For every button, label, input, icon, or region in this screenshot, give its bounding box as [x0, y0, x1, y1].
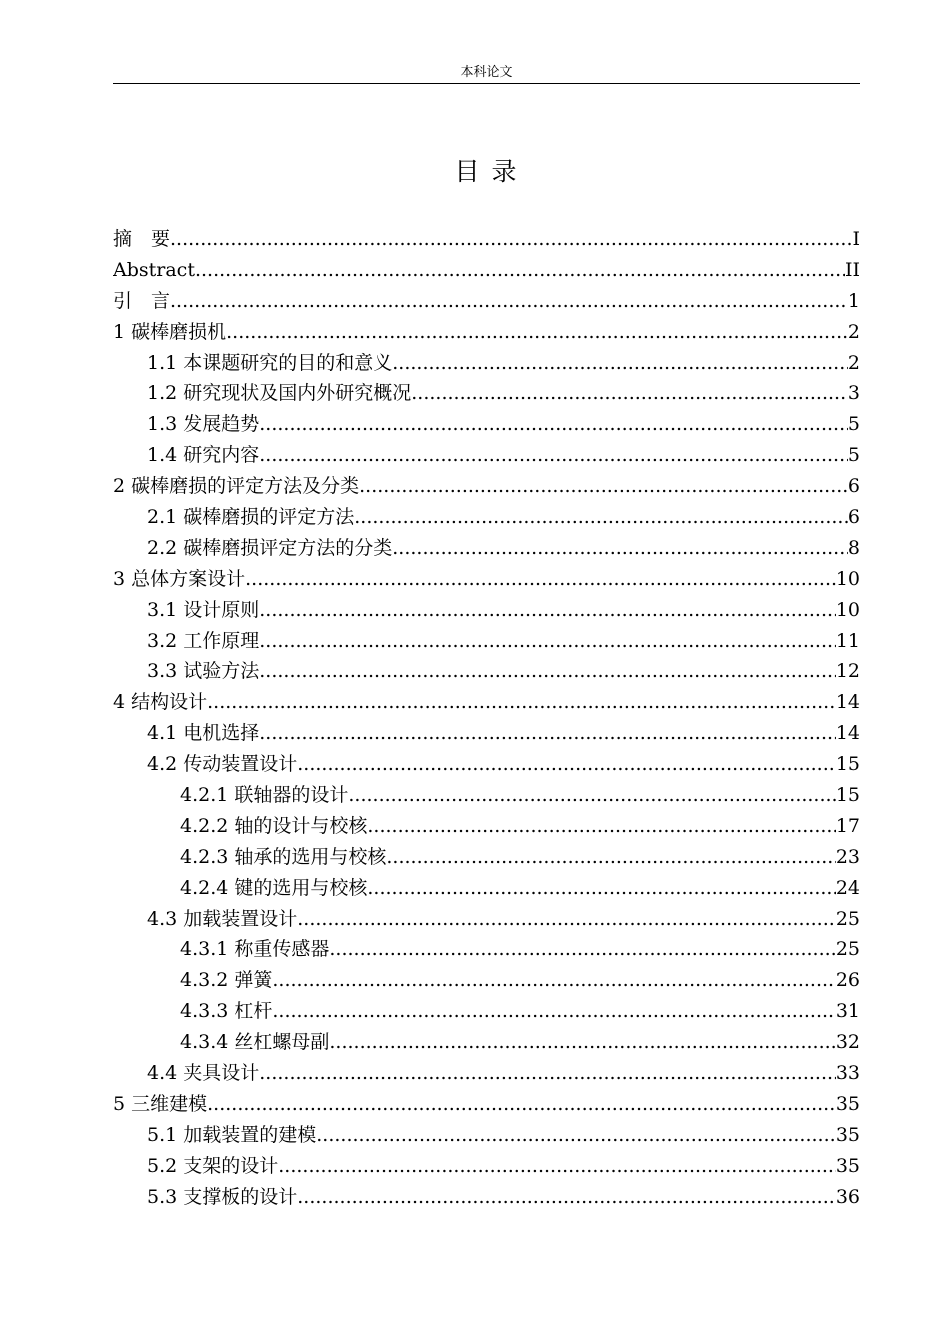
toc-entry[interactable]: [113, 255, 860, 286]
toc-entry-page: 11: [835, 629, 860, 652]
toc-entry-page: 5: [847, 413, 860, 436]
toc-entry-page: 35: [835, 1123, 860, 1146]
toc-leader-dots: [297, 749, 836, 780]
toc-entry-page: 6: [847, 506, 860, 529]
toc-entry-label: Abstract: [113, 258, 195, 281]
toc-leader-dots: [195, 255, 845, 286]
toc-entry-label: 4.2.1 联轴器的设计: [180, 784, 349, 807]
toc-entry-page: 10: [835, 598, 860, 621]
toc-leader-dots: [411, 378, 848, 409]
toc-entry-page: 8: [847, 536, 860, 559]
toc-entry-label: 3.1 设计原则: [147, 598, 260, 621]
toc-leader-dots: [367, 811, 835, 842]
toc-entry[interactable]: [113, 440, 860, 471]
toc-entry-label: 4.2.3 轴承的选用与校核: [180, 845, 387, 868]
toc-leader-dots: [259, 656, 836, 687]
toc-entry-page: 31: [835, 1000, 860, 1023]
toc-entry[interactable]: [113, 842, 860, 873]
toc-entry[interactable]: [113, 564, 860, 595]
toc-entry-label: 4.3.3 杠杆: [180, 1000, 273, 1023]
toc-leader-dots: [245, 564, 836, 595]
table-of-contents: [113, 224, 860, 1213]
toc-entry-page: 15: [835, 784, 860, 807]
toc-entry-page: 10: [835, 567, 860, 590]
toc-entry-label: 4.3.2 弹簧: [180, 969, 273, 992]
toc-entry-label: 2 碳棒磨损的评定方法及分类: [113, 475, 360, 498]
running-header: 本科论文: [460, 65, 513, 80]
toc-entry-label: 3.2 工作原理: [147, 629, 260, 652]
toc-entry-label: 5.1 加载装置的建模: [147, 1123, 317, 1146]
toc-leader-dots: [329, 1027, 835, 1058]
toc-entry-page: 2: [847, 351, 860, 374]
toc-entry-label: 2.2 碳棒磨损评定方法的分类: [147, 536, 393, 559]
toc-entry[interactable]: [113, 1058, 860, 1089]
toc-entry[interactable]: [113, 378, 860, 409]
toc-entry-page: 12: [835, 660, 860, 683]
toc-entry-label: 1.2 研究现状及国内外研究概况: [147, 382, 412, 405]
toc-entry-page: II: [844, 258, 860, 281]
toc-entry-page: 3: [847, 382, 860, 405]
toc-entry[interactable]: [113, 811, 860, 842]
toc-entry-label: 4.3.4 丝杠螺母副: [180, 1031, 330, 1054]
toc-entry[interactable]: [113, 409, 860, 440]
toc-entry-page: 17: [835, 814, 860, 837]
toc-leader-dots: [297, 1182, 836, 1213]
toc-entry-page: 32: [835, 1031, 860, 1054]
toc-entry-page: 14: [835, 722, 860, 745]
toc-entry[interactable]: [113, 718, 860, 749]
toc-entry[interactable]: [113, 656, 860, 687]
toc-leader-dots: [367, 873, 835, 904]
toc-entry-page: 2: [847, 320, 860, 343]
toc-leader-dots: [259, 440, 848, 471]
toc-entry[interactable]: [113, 1120, 860, 1151]
toc-leader-dots: [170, 286, 848, 317]
toc-entry[interactable]: [113, 595, 860, 626]
toc-entry-label: 摘 要: [113, 228, 171, 250]
toc-leader-dots: [259, 626, 836, 657]
toc-entry[interactable]: [113, 348, 860, 379]
toc-entry-label: 5 三维建模: [113, 1092, 208, 1115]
toc-entry[interactable]: [113, 502, 860, 533]
toc-entry-page: 24: [835, 876, 860, 899]
toc-entry-label: 1.1 本课题研究的目的和意义: [147, 351, 393, 374]
toc-leader-dots: [392, 533, 848, 564]
toc-entry[interactable]: [113, 317, 860, 348]
toc-entry-page: I: [852, 228, 860, 250]
toc-leader-dots: [354, 502, 848, 533]
toc-leader-dots: [207, 1089, 836, 1120]
toc-leader-dots: [359, 471, 848, 502]
toc-entry-page: 33: [835, 1062, 860, 1085]
toc-entry-page: 25: [835, 907, 860, 930]
toc-leader-dots: [259, 595, 836, 626]
toc-entry-label: 4.3.1 称重传感器: [180, 938, 330, 961]
toc-leader-dots: [272, 965, 835, 996]
toc-leader-dots: [392, 348, 848, 379]
toc-entry[interactable]: [113, 934, 860, 965]
toc-entry-label: 4.1 电机选择: [147, 722, 260, 745]
toc-entry[interactable]: [113, 780, 860, 811]
toc-leader-dots: [272, 996, 835, 1027]
toc-entry-label: 2.1 碳棒磨损的评定方法: [147, 506, 355, 529]
toc-entry-label: 引 言: [113, 289, 171, 312]
toc-entry-label: 5.2 支架的设计: [147, 1154, 279, 1177]
toc-entry[interactable]: [113, 904, 860, 935]
toc-entry-label: 4.2.4 键的选用与校核: [180, 876, 368, 899]
toc-entry-label: 3 总体方案设计: [113, 567, 246, 590]
toc-leader-dots: [259, 1058, 836, 1089]
toc-entry-page: 26: [835, 969, 860, 992]
toc-entry[interactable]: [113, 996, 860, 1027]
toc-entry[interactable]: [113, 1089, 860, 1120]
toc-entry-label: 4.2 传动装置设计: [147, 753, 298, 776]
toc-entry[interactable]: [113, 1182, 860, 1213]
toc-entry[interactable]: [113, 1151, 860, 1182]
toc-entry-label: 1.4 研究内容: [147, 444, 260, 467]
toc-leader-dots: [278, 1151, 836, 1182]
toc-entry[interactable]: [113, 873, 860, 904]
toc-entry-label: 1.3 发展趋势: [147, 413, 260, 436]
toc-leader-dots: [348, 780, 835, 811]
toc-leader-dots: [297, 904, 836, 935]
toc-leader-dots: [259, 409, 848, 440]
toc-entry-page: 1: [847, 289, 860, 312]
toc-entry-label: 5.3 支撑板的设计: [147, 1185, 298, 1208]
toc-entry-page: 35: [835, 1154, 860, 1177]
toc-entry[interactable]: [113, 687, 860, 718]
toc-entry-page: 23: [835, 845, 860, 868]
toc-leader-dots: [226, 317, 848, 348]
toc-entry[interactable]: [113, 471, 860, 502]
toc-entry-label: 4.3 加载装置设计: [147, 907, 298, 930]
toc-entry-label: 4 结构设计: [113, 691, 208, 714]
toc-leader-dots: [207, 687, 836, 718]
toc-entry[interactable]: [113, 1027, 860, 1058]
toc-entry-page: 14: [835, 691, 860, 714]
toc-entry-page: 25: [835, 938, 860, 961]
toc-entry-page: 35: [835, 1092, 860, 1115]
toc-entry[interactable]: [113, 224, 860, 255]
toc-leader-dots: [259, 718, 836, 749]
toc-entry[interactable]: [113, 749, 860, 780]
toc-entry-label: 3.3 试验方法: [147, 660, 260, 683]
toc-entry[interactable]: [113, 626, 860, 657]
toc-entry-page: 15: [835, 753, 860, 776]
toc-entry[interactable]: [113, 965, 860, 996]
toc-leader-dots: [316, 1120, 836, 1151]
toc-entry-label: 1 碳棒磨损机: [113, 320, 227, 343]
page-title: 目 录: [454, 157, 519, 186]
toc-entry-page: 5: [847, 444, 860, 467]
toc-entry-label: 4.4 夹具设计: [147, 1062, 260, 1085]
toc-leader-dots: [170, 224, 852, 255]
toc-leader-dots: [386, 842, 835, 873]
toc-leader-dots: [329, 934, 835, 965]
toc-entry-page: 6: [847, 475, 860, 498]
header-rule: [113, 83, 860, 84]
toc-entry-page: 36: [835, 1185, 860, 1208]
toc-entry-label: 4.2.2 轴的设计与校核: [180, 814, 368, 837]
toc-entry[interactable]: [113, 286, 860, 317]
toc-entry[interactable]: [113, 533, 860, 564]
